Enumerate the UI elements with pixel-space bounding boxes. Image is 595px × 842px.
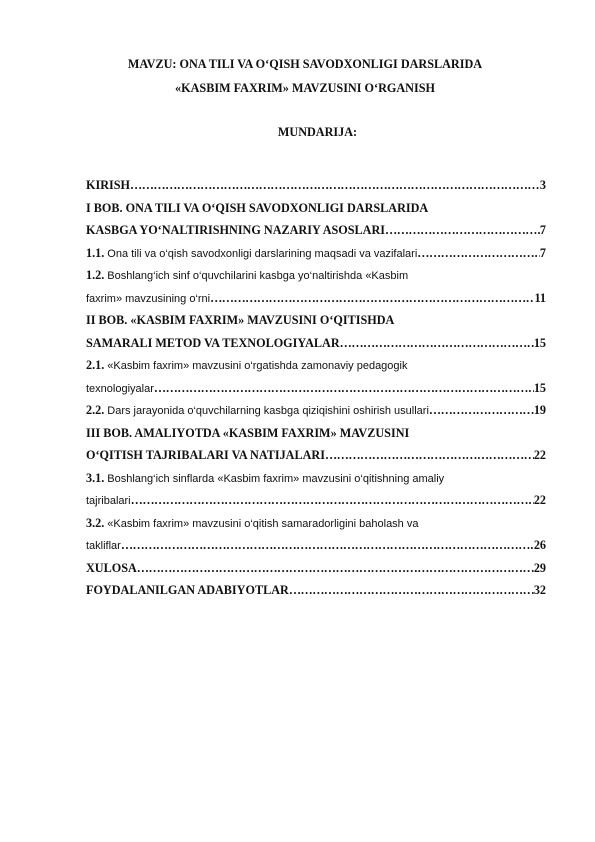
toc-entry [86,174,546,197]
toc-entry [86,264,546,287]
toc-dot-leader [385,219,540,242]
toc-entry-text: Dars jarayonida o‘quvchilarning kasbga qiziqishini oshirish usullari [107,405,429,417]
toc-entry [86,579,546,602]
toc-entry [86,512,546,535]
toc-entry [86,534,546,557]
toc-entry [86,197,546,220]
toc-entry-number: 3.2. [86,515,105,530]
toc-dot-leader [121,534,534,557]
toc-dot-leader [340,332,534,355]
toc-page-number: 22 [533,493,546,507]
toc-page-number: 7 [539,223,546,237]
toc-entry-text: takliflar [86,540,121,552]
toc-entry [86,287,546,310]
toc-entry-number: 2.2. [86,403,105,417]
toc-dot-leader [137,557,534,580]
toc-entry [86,444,546,467]
toc-entry-number: 1.2. [86,268,105,282]
toc-page-number: 26 [533,538,546,552]
table-of-contents [86,174,546,602]
toc-dot-leader [154,377,534,400]
toc-entry-text: Boshlang‘ich sinflarda «Kasbim faxrim» mavzusini o‘qitishning amaliy [107,472,445,485]
contents-heading: MUNDARIJA: [277,125,358,139]
toc-entry-text: II BOB. «KASBIM FAXRIM» MAVZUSINI O‘QITISHDA [86,313,395,327]
document-title-line-1: MAVZU: ONA TILI VA O‘QISH SAVODXONLIGI DARSLARIDA [127,57,483,71]
toc-page-number: 19 [533,403,546,417]
toc-entry [86,399,546,422]
toc-entry-text: faxrim» mavzusining o‘rni [86,292,211,305]
toc-entry-text: Ona tili va o‘qish savodxonligi darslarining maqsadi va vazifalari [107,247,418,260]
toc-dot-leader [210,287,534,310]
toc-page-number: 11 [534,290,546,305]
toc-entry [86,489,546,512]
toc-entry-text: XULOSA [86,560,137,575]
toc-page-number: 32 [533,583,546,597]
document-title-line-2: «KASBIM FAXRIM» MAVZUSINI O‘RGANISH [175,81,435,95]
toc-entry [86,557,546,580]
toc-entry-text: I BOB. ONA TILI VA O‘QISH SAVODXONLIGI DARSLARIDA [86,200,429,215]
toc-entry-text: tajribalari [86,495,131,507]
toc-dot-leader [429,399,534,422]
toc-entry-number: 3.1. [86,470,105,485]
toc-page-number: 7 [539,245,546,260]
toc-page-number: 3 [539,178,546,192]
toc-page-number: 15 [533,380,546,395]
toc-entry-number: 1.1. [86,245,105,260]
toc-entry [86,422,546,445]
toc-page-number: 22 [533,448,546,462]
toc-entry [86,242,546,265]
toc-entry [86,309,546,332]
toc-entry-text: KIRISH [86,178,131,192]
toc-entry-text: KASBGA YO‘NALTIRISHNING NAZARIY ASOSLARI [86,223,386,237]
toc-entry-text: «Kasbim faxrim» mavzusini o‘rgatishda zamonaviy pedagogik [107,360,408,372]
toc-dot-leader [131,489,534,512]
toc-entry [86,377,546,400]
toc-entry [86,332,546,355]
toc-entry-text: III BOB. AMALIYOTDA «KASBIM FAXRIM» MAVZUSINI [86,425,410,440]
toc-dot-leader [289,579,534,602]
toc-entry [86,467,546,490]
toc-dot-leader [130,174,540,197]
toc-entry-text: «Kasbim faxrim» mavzusini o‘qitish samaradorligini baholash va [107,517,419,530]
toc-page-number: 15 [533,335,546,350]
toc-dot-leader [325,444,534,467]
toc-entry-number: 2.1. [86,358,105,372]
toc-entry-text: FOYDALANILGAN ADABIYOTLAR [86,583,289,597]
toc-entry-text: SAMARALI METOD VA TEXNOLOGIYALAR [86,335,340,350]
toc-dot-leader [417,242,540,265]
toc-entry-text: O‘QITISH TAJRIBALARI VA NATIJALARI [86,448,325,462]
toc-entry-text: texnologiyalar [86,382,154,395]
toc-page-number: 29 [533,560,546,575]
toc-entry [86,354,546,377]
toc-entry-text: Boshlang‘ich sinf o‘quvchilarini kasbga yo‘naltirishda «Kasbim [107,270,409,282]
toc-entry [86,219,546,242]
